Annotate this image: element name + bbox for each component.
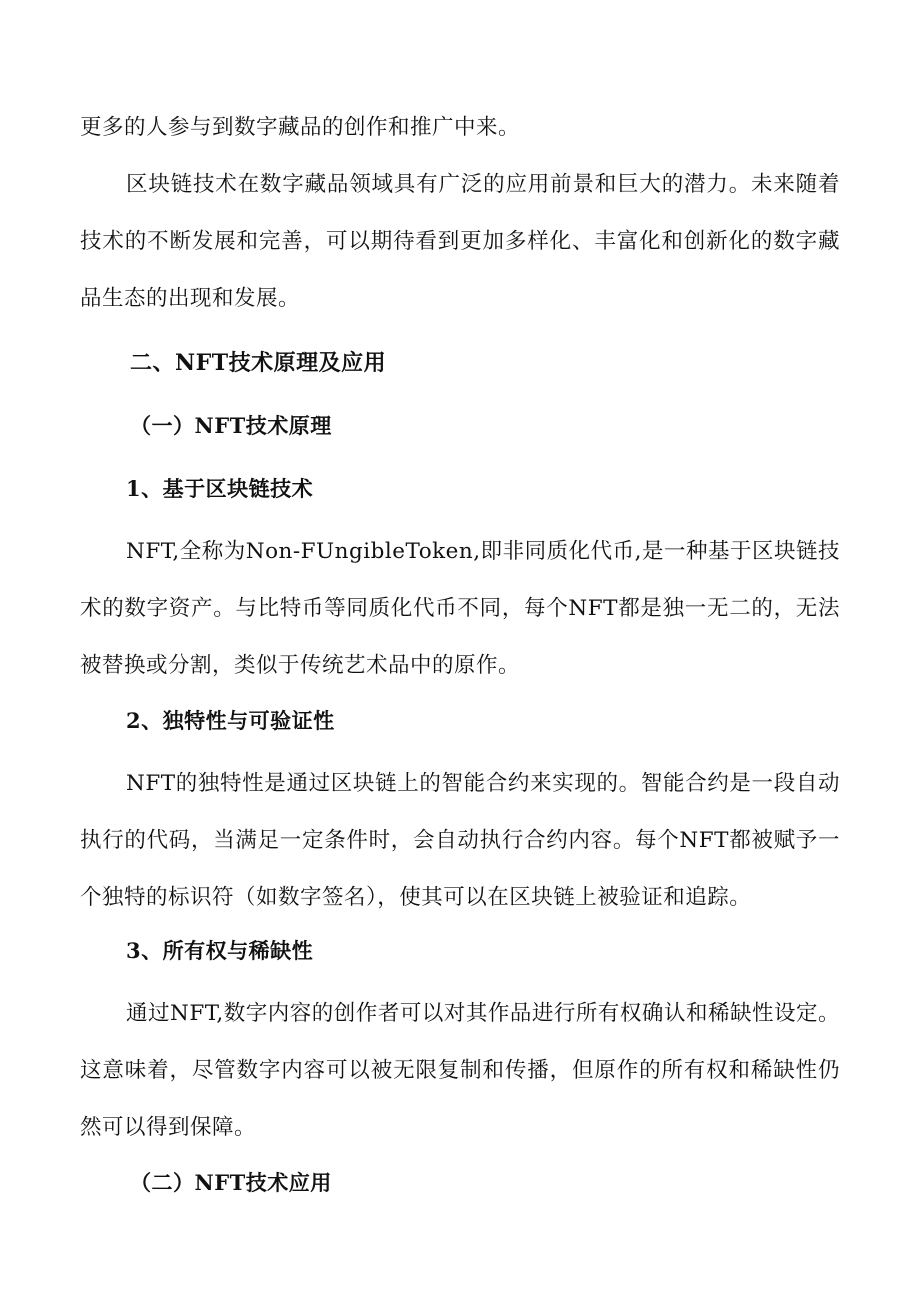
- subsection-heading-application: （二）NFT技术应用: [130, 1170, 332, 1195]
- section-heading-nft: 二、NFT技术原理及应用: [130, 350, 387, 376]
- item-heading-3: 3、所有权与稀缺性: [126, 938, 314, 963]
- paragraph-item-2: NFT的独特性是通过区块链上的智能合约来实现的。智能合约是一段自动执行的代码，当满足一定条件时，会自动执行合约内容。每个NFT都被赋予一个独特的标识符（如数字签名），使其可以在区块链上被验证和追踪。: [80, 771, 840, 910]
- paragraph-top: 更多的人参与到数字藏品的创作和推广中来。: [80, 115, 521, 140]
- item-heading-1: 1、基于区块链技术: [126, 476, 314, 501]
- paragraph-blockchain: 区块链技术在数字藏品领域具有广泛的应用前景和巨大的潜力。未来随着技术的不断发展和完善，可以期待看到更加多样化、丰富化和创新化的数字藏品生态的出现和发展。: [80, 172, 840, 311]
- paragraph-item-3: 通过NFT,数字内容的创作者可以对其作品进行所有权确认和稀缺性设定。这意味着，尽管数字内容可以被无限复制和传播，但原作的所有权和稀缺性仍然可以得到保障。: [80, 1001, 840, 1140]
- item-heading-2: 2、独特性与可验证性: [126, 708, 335, 733]
- subsection-heading-principle: （一）NFT技术原理: [130, 413, 332, 438]
- paragraph-item-1: NFT,全称为Non-FUngibleToken,即非同质化代币,是一种基于区块链技术的数字资产。与比特币等同质化代币不同，每个NFT都是独一无二的，无法被替换或分割，类似于传统艺术品中的原作。: [80, 539, 840, 678]
